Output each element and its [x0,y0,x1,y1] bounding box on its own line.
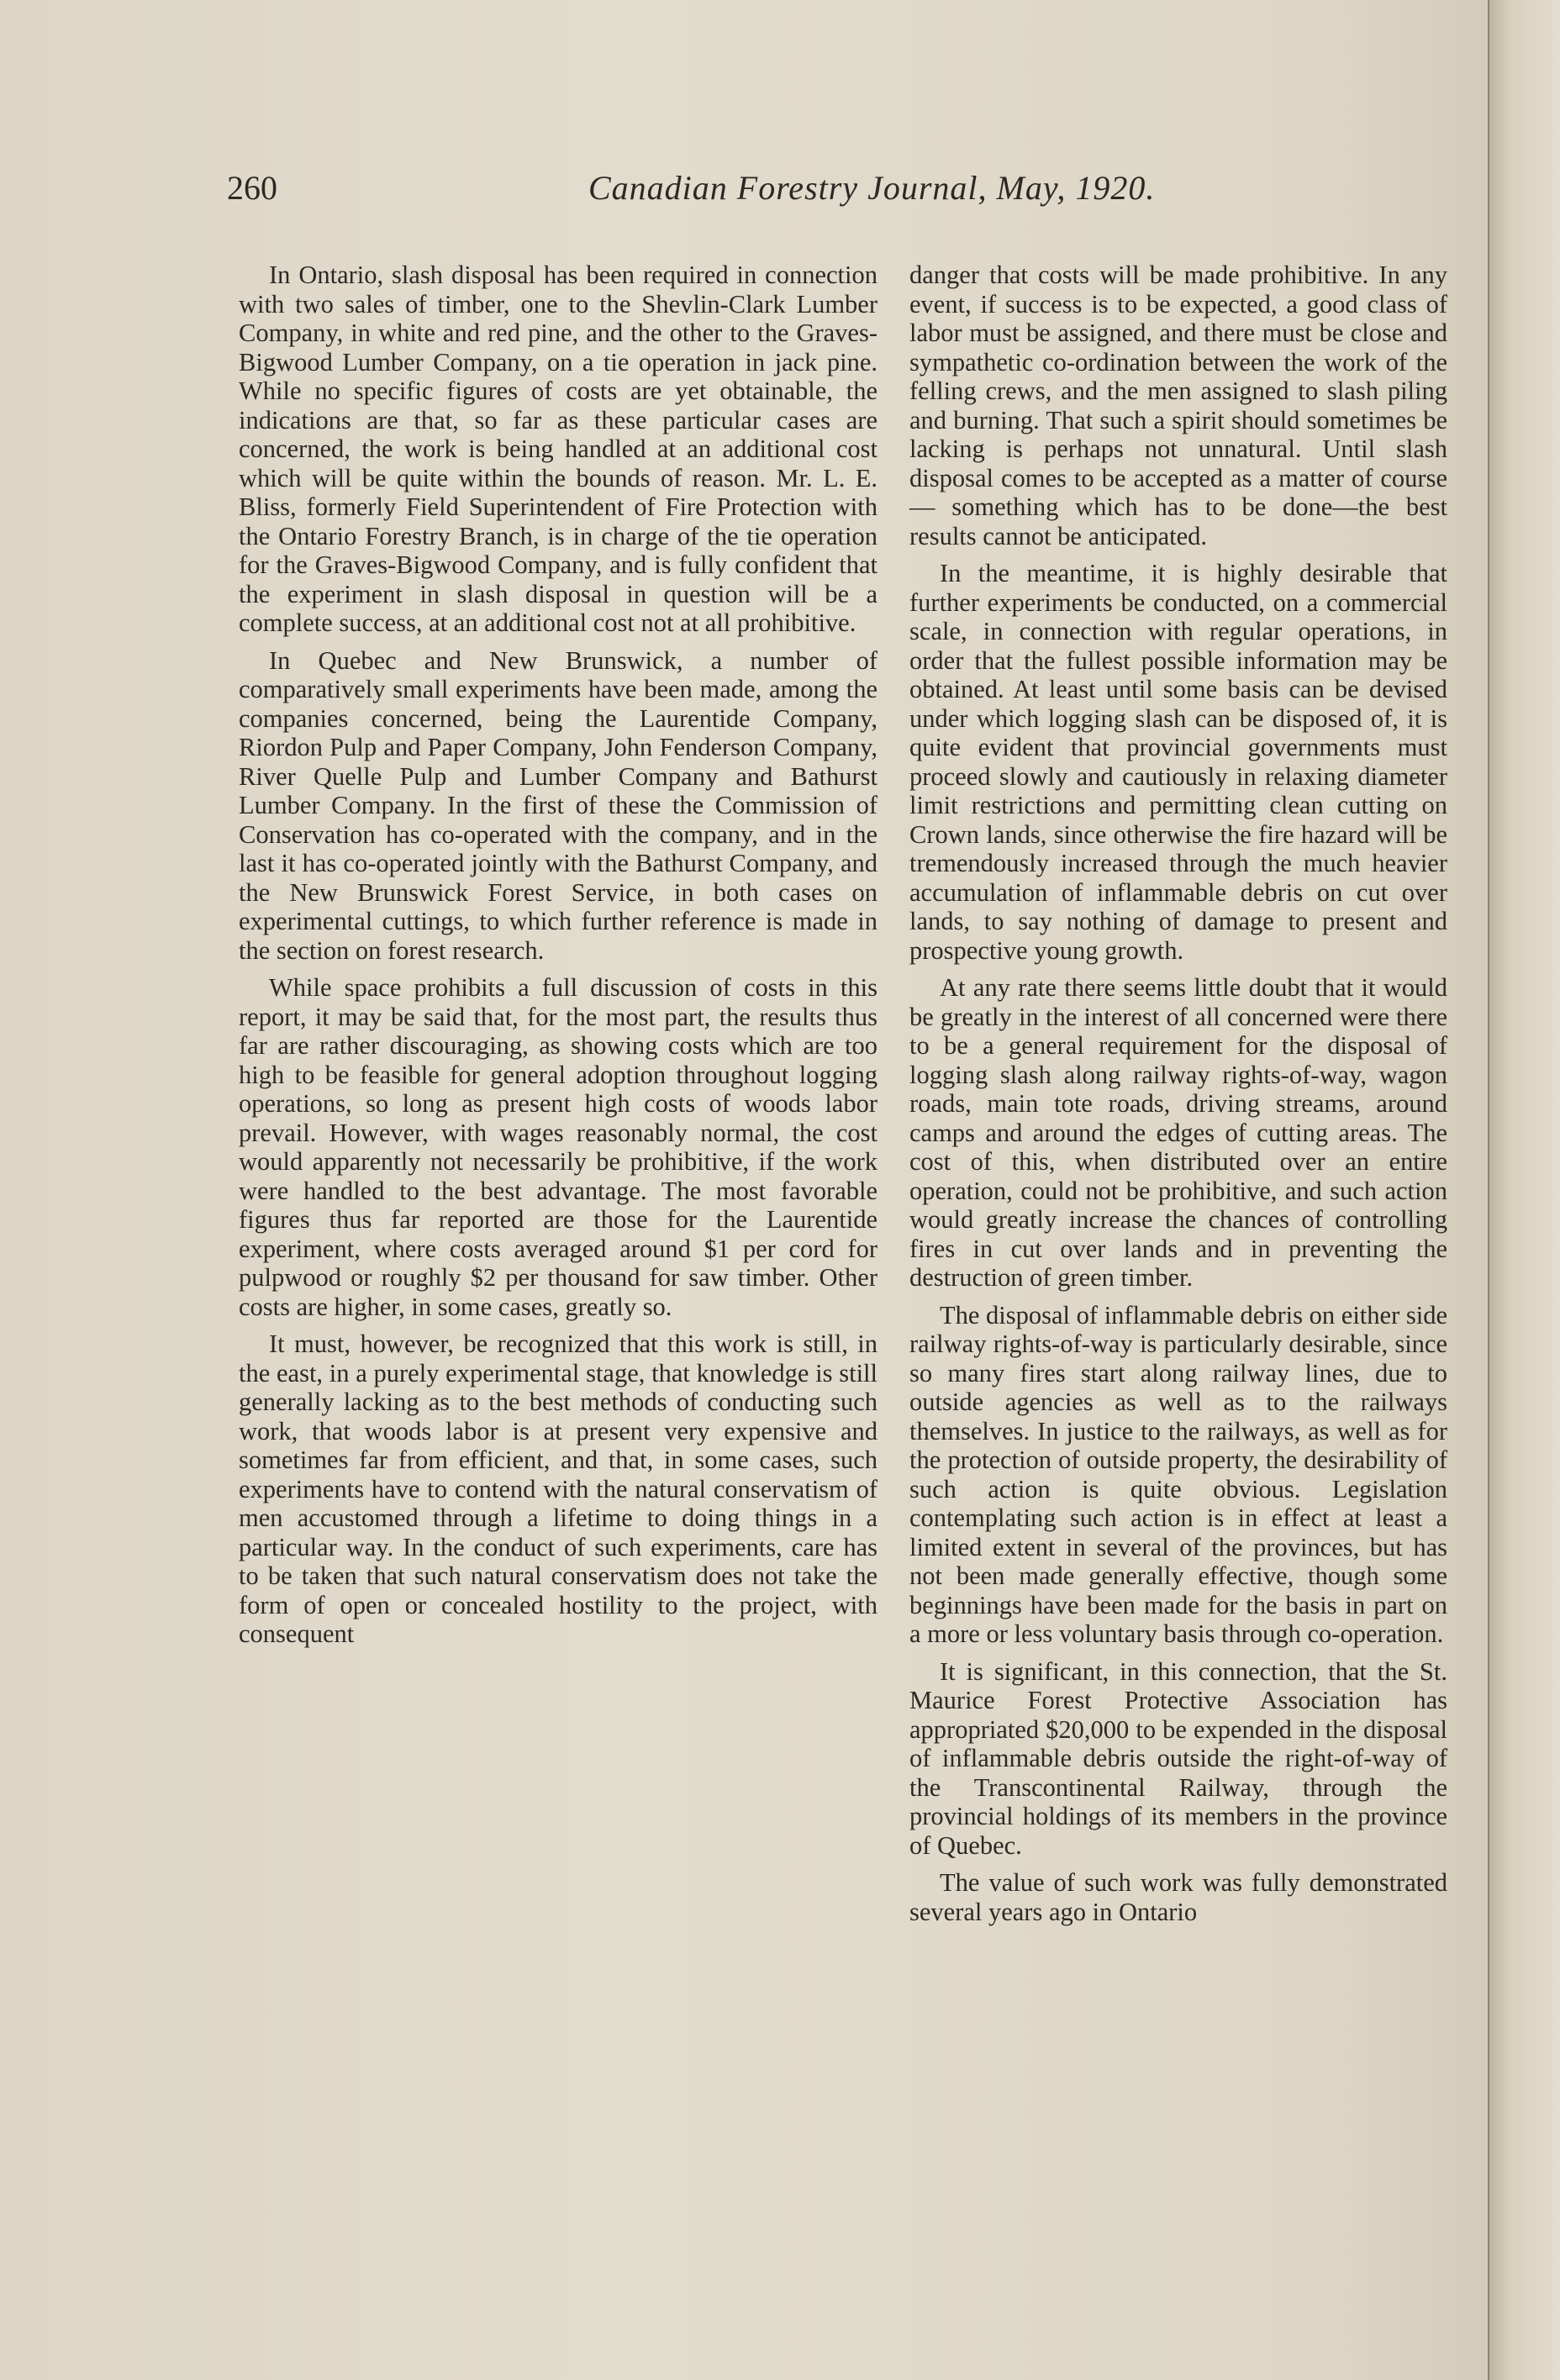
left-column [239,261,878,1657]
adjacent-page-edge [1488,0,1560,2380]
paragraph-st-maurice: It is significant, in this connection, that the St. Maurice Forest Protective Association has appropriated $20,000 to be expended in the disposal of inflammable debris outside the right-of-way of the Transcontinental Railway, through the provincial holdings of its members in the province of Quebec. [909,1656,1447,1860]
page-header [227,168,1236,219]
paragraph-value: The value of such work was fully demonstrated several years ago in Ontario [909,1868,1447,1926]
page-number: 260 [227,169,277,207]
paragraph-any-rate: At any rate there seems little doubt that it would be greatly in the interest of all concerned were there to be a general requirement for the disposal of logging slash along railway rights-of-way, wagon roads, main tote roads, driving streams, around camps and around the edges of cutting areas. The cost of this, when distributed over an entire operation, could not be prohibitive, and such action would greatly increase the chances of controlling fires in cut over lands and in preventing the destruction of green timber. [909,973,1447,1292]
paragraph-railway-debris: The disposal of inflammable debris on either side railway rights-of-way is particularly desirable, since so many fires start along railway lines, due to outside agencies as well as to the railways themselves. In justice to the railways, as well as for the protection of outside property, the desirability of such action is quite obvious. Legislation contemplating such action is in effect at least a limited extent in several of the provinces, but has not been made generally effective, though some beginnings have been made for the basis in part on a more or less voluntary basis through co-operation. [909,1300,1447,1648]
paragraph-continued: danger that costs will be made prohibitive. In any event, if success is to be expected, a good class of labor must be assigned, and there must be close and sympathetic co-ordination between the work of the felling crews, and the men assigned to slash piling and burning. That such a spirit should sometimes be lacking is perhaps not unnatural. Until slash disposal comes to be accepted as a matter of course — something which has to be done—the best results cannot be anticipated. [909,261,1447,550]
paragraph-meantime: In the meantime, it is highly desirable that further experiments be conducted, on a commercial scale, in connection with regular operations, in order that the fullest possible information may be obtained. At least until some basis can be devised under which logging slash can be disposed of, it is quite evident that provincial governments must proceed slowly and cautiously in relaxing diameter limit restrictions and permitting clean cutting on Crown lands, since otherwise the fire hazard will be tremendously increased through the much heavier accumulation of inflammable debris on cut over lands, to say nothing of damage to present and prospective young growth. [909,559,1447,965]
paragraph-costs: While space prohibits a full discussion of costs in this report, it may be said that, for the most part, the results thus far are rather discouraging, as showing costs which are too high to be feasible for general adoption throughout logging operations, so long as present high costs of woods labor prevail. However, with wages reasonably normal, the cost would apparently not necessarily be prohibitive, if the work were handled to the best advantage. The most favorable figures thus far reported are those for the Laurentide experiment, where costs averaged around $1 per cord for pulpwood or roughly $2 per thousand for saw timber. Other costs are higher, in some cases, greatly so. [239,973,878,1321]
paragraph-experimental-stage: It must, however, be recognized that this work is still, in the east, in a purely experimental stage, that knowledge is still generally lacking as to the best methods of conducting such work, that woods labor is at present very expensive and sometimes far from efficient, and that, in some cases, such experiments have to contend with the natural conservatism of men accustomed through a lifetime to doing things in a particular way. In the conduct of such experiments, care has to be taken that such natural conservatism does not take the form of open or concealed hostility to the project, with consequent [239,1330,878,1648]
paragraph-quebec: In Quebec and New Brunswick, a number of comparatively small experiments have been made, among the companies concerned, being the Laurentide Company, Riordon Pulp and Paper Company, John Fenderson Company, River Quelle Pulp and Lumber Company and Bathurst Lumber Company. In the first of these the Commission of Conservation has co-operated with the company, and in the last it has co-operated jointly with the Bathurst Company, and the New Brunswick Forest Service, in both cases on experimental cuttings, to which further reference is made in the section on forest research. [239,645,878,965]
right-column [909,261,1447,1935]
running-head: Canadian Forestry Journal, May, 1920. [588,169,1156,207]
paragraph-ontario: In Ontario, slash disposal has been required in connection with two sales of timber, one to the Shevlin-Clark Lumber Company, in white and red pine, and the other to the Graves-Bigwood Lumber Company, on a tie operation in jack pine. While no specific figures of costs are yet obtainable, the indications are that, so far as these particular cases are concerned, the work is being handled at an additional cost which will be quite within the bounds of reason. Mr. L. E. Bliss, formerly Field Superintendent of Fire Protection with the Ontario Forestry Branch, is in charge of the tie operation for the Graves-Bigwood Company, and is fully confident that the experiment in slash disposal in question will be a complete success, at an additional cost not at all prohibitive. [239,261,878,637]
